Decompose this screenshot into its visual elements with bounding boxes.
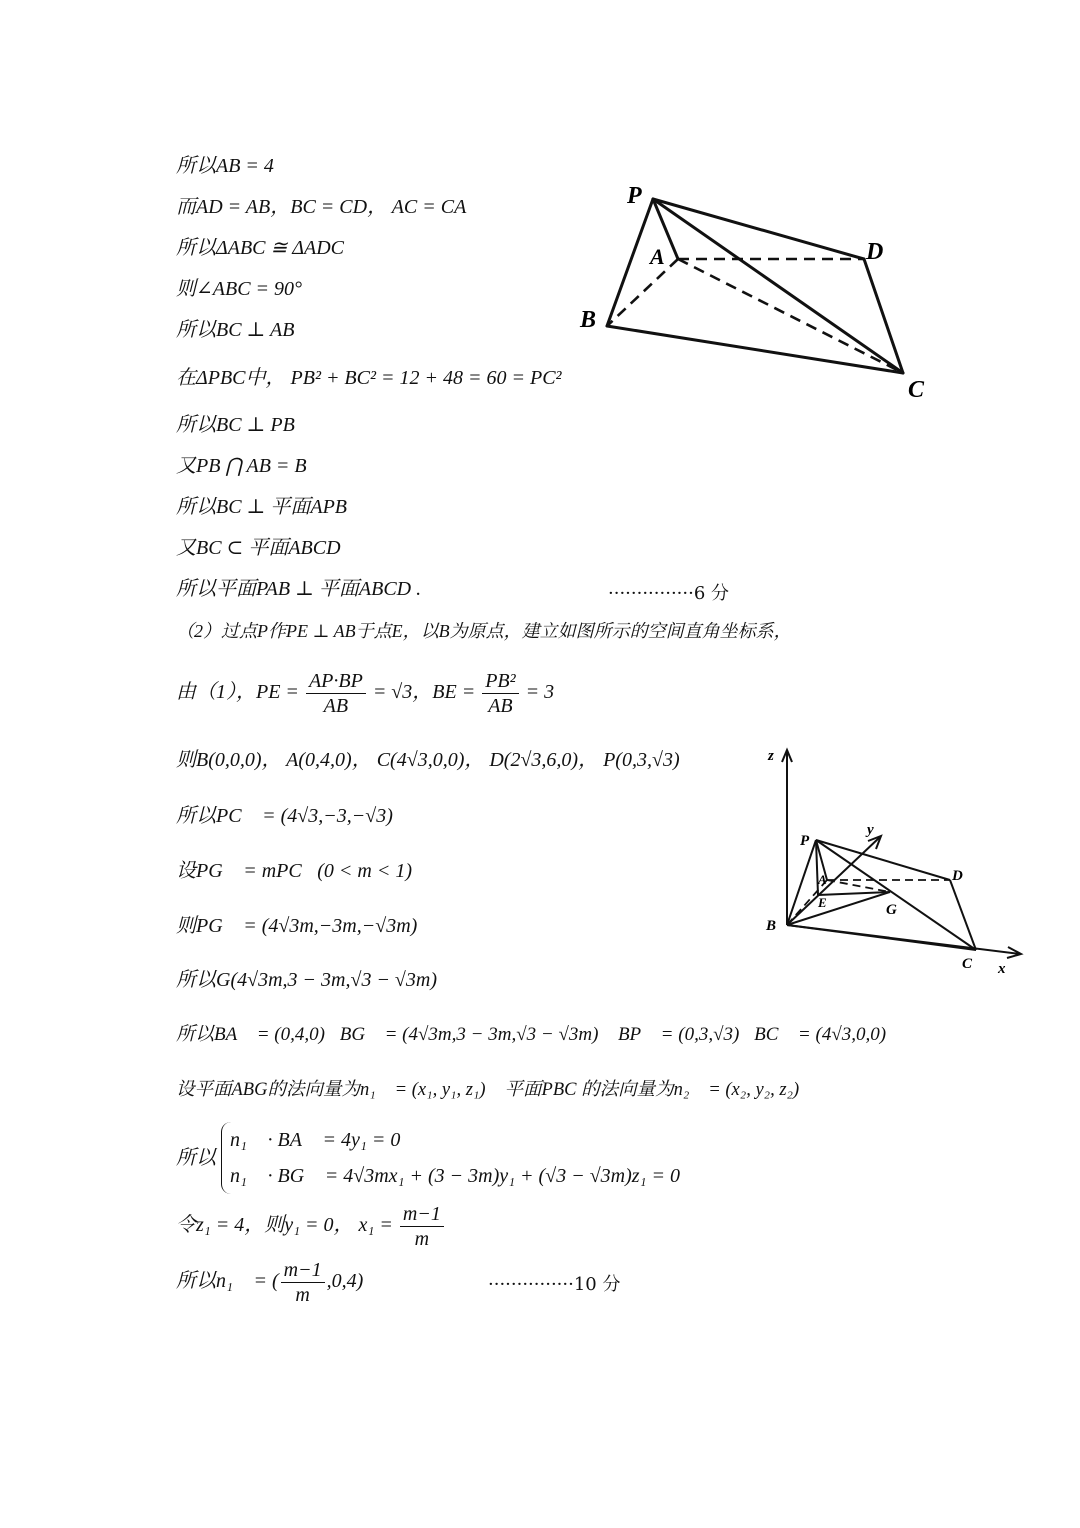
edge2-bc bbox=[787, 925, 976, 950]
line-solve-x1 bbox=[176, 1197, 446, 1253]
vector-n1-suffix: ,0,4) bbox=[326, 1270, 364, 1292]
fraction-be bbox=[482, 669, 518, 718]
edge-pc bbox=[653, 199, 903, 373]
line-normal-vectors: 设平面ABG的法向量为n₁⃗ = (x₁, y₁, z₁)， 平面PBC 的法向量为n₂⃗ = (x₂, y₂, z₂) bbox=[176, 1080, 800, 1100]
label2-e: E bbox=[818, 895, 827, 910]
fraction-n1-numerator: m−1 bbox=[281, 1258, 325, 1283]
label-d: D bbox=[866, 239, 884, 265]
fraction-be-numerator: PB² bbox=[482, 669, 518, 694]
edge-pd bbox=[653, 199, 864, 259]
fraction-be-denominator: AB bbox=[488, 694, 513, 717]
equation-system-brace bbox=[221, 1122, 680, 1194]
line-angle-abc: 则∠ABC = 90° bbox=[176, 278, 303, 300]
coordinate-figure bbox=[760, 740, 1030, 980]
line-coordinates: 则B(0,0,0)， A(0,4,0)， C(4√3,0,0)， D(2√3,6,0)， P(0,3,√3) bbox=[176, 749, 680, 771]
line-vector-pc: 所以PC⃗ = (4√3,−3,−√3) bbox=[176, 805, 393, 827]
edge2-dc bbox=[950, 880, 976, 950]
vector-n1-prefix: 所以n₁⃗ = ( bbox=[176, 1270, 279, 1292]
label2-x: x bbox=[998, 961, 1006, 977]
fraction-pe-denominator: AB bbox=[323, 694, 349, 717]
line-bc-perp-plane-apb: 所以BC ⊥ 平面APB bbox=[176, 496, 348, 518]
line-ad-ab-bc-cd: 而AD = AB，BC = CD， AC = CA bbox=[176, 196, 467, 218]
line-vectors-ba-bg-bp-bc: 所以BA⃗ = (0,4,0)，BG⃗ = (4√3m,3 − 3m,√3 − √3m)， BP⃗ = (0,3,√3)，BC⃗ = (4√3,0,0) bbox=[176, 1024, 887, 1045]
pe-be-middle: = √3，BE = bbox=[372, 681, 476, 703]
edge2-bg bbox=[787, 892, 890, 925]
equation-2: n₁⃗ · BG⃗ = 4√3mx₁ + (3 − 3m)y₁ + (√3 − √3m)z₁ = 0 bbox=[230, 1165, 680, 1187]
line-vector-pg: 则PG⃗ = (4√3m,−3m,−√3m) bbox=[176, 915, 418, 937]
label-p: P bbox=[627, 183, 642, 209]
line-pythagoras-pbc: 在ΔPBC中， PB² + BC² = 12 + 48 = 60 = PC² bbox=[176, 367, 562, 389]
fraction-pe bbox=[306, 669, 366, 718]
label2-y: y bbox=[867, 822, 874, 838]
edge2-ag-dashed bbox=[827, 880, 890, 892]
pe-be-prefix: 由（1），PE = bbox=[176, 681, 299, 703]
label2-a: A bbox=[818, 872, 827, 887]
edge-pb bbox=[607, 199, 653, 326]
line-point-g: 所以G(4√3m,3 − 3m,√3 − √3m) bbox=[176, 969, 438, 991]
fraction-n1 bbox=[281, 1258, 325, 1307]
label2-p: P bbox=[800, 833, 810, 849]
line-bc-in-plane-abcd: 又BC ⊂ 平面ABCD bbox=[176, 537, 341, 559]
edge2-pd bbox=[816, 840, 950, 880]
line-set-pg: 设PG⃗ = mPC⃗(0 < m < 1)， bbox=[176, 860, 428, 882]
line-bc-perp-ab: 所以BC ⊥ AB bbox=[176, 319, 295, 341]
pyramid-figure bbox=[570, 175, 940, 405]
line-bc-perp-pb: 所以BC ⊥ PB bbox=[176, 414, 295, 436]
fraction-n1-denominator: m bbox=[295, 1283, 310, 1306]
pe-be-suffix: = 3 bbox=[525, 681, 555, 703]
equation-1: n₁⃗ · BA⃗ = 4y₁ = 0 bbox=[230, 1129, 401, 1151]
label-b: B bbox=[580, 307, 597, 333]
label2-d: D bbox=[952, 868, 963, 884]
line-pe-be bbox=[176, 664, 554, 720]
label-a: A bbox=[650, 244, 665, 269]
edge-dc bbox=[864, 259, 903, 373]
line-equation-system bbox=[176, 1122, 680, 1194]
label2-z: z bbox=[768, 748, 774, 764]
fraction-x1-numerator: m−1 bbox=[400, 1202, 444, 1227]
line-vector-n1 bbox=[176, 1253, 363, 1309]
label2-b: B bbox=[766, 918, 777, 934]
score-10: ···············10 分 bbox=[488, 1274, 621, 1295]
label2-g: G bbox=[886, 902, 897, 918]
label-c: C bbox=[908, 377, 925, 403]
fraction-pe-numerator: AP·BP bbox=[306, 669, 366, 694]
fraction-x1-denominator: m bbox=[414, 1227, 430, 1250]
line-pb-intersect-ab: 又PB ⋂ AB = B bbox=[176, 455, 307, 477]
system-prefix: 所以 bbox=[176, 1147, 216, 1169]
fraction-x1 bbox=[400, 1202, 444, 1251]
solve-x1-prefix: 令z₁ = 4，则y₁ = 0， x₁ = bbox=[176, 1214, 393, 1236]
line-ab-equals-4: 所以AB = 4 bbox=[176, 155, 274, 177]
label2-c: C bbox=[962, 956, 973, 972]
score-6: ···············6 分 bbox=[608, 583, 729, 604]
line-congruent-triangles: 所以ΔABC ≅ ΔADC bbox=[176, 237, 345, 259]
line-plane-pab-perp-abcd: 所以平面PAB ⊥ 平面ABCD . bbox=[176, 578, 422, 600]
line-part2-setup: （2）过点P作PE ⊥ AB于点E，以B为原点，建立如图所示的空间直角坐标系， bbox=[176, 621, 792, 641]
